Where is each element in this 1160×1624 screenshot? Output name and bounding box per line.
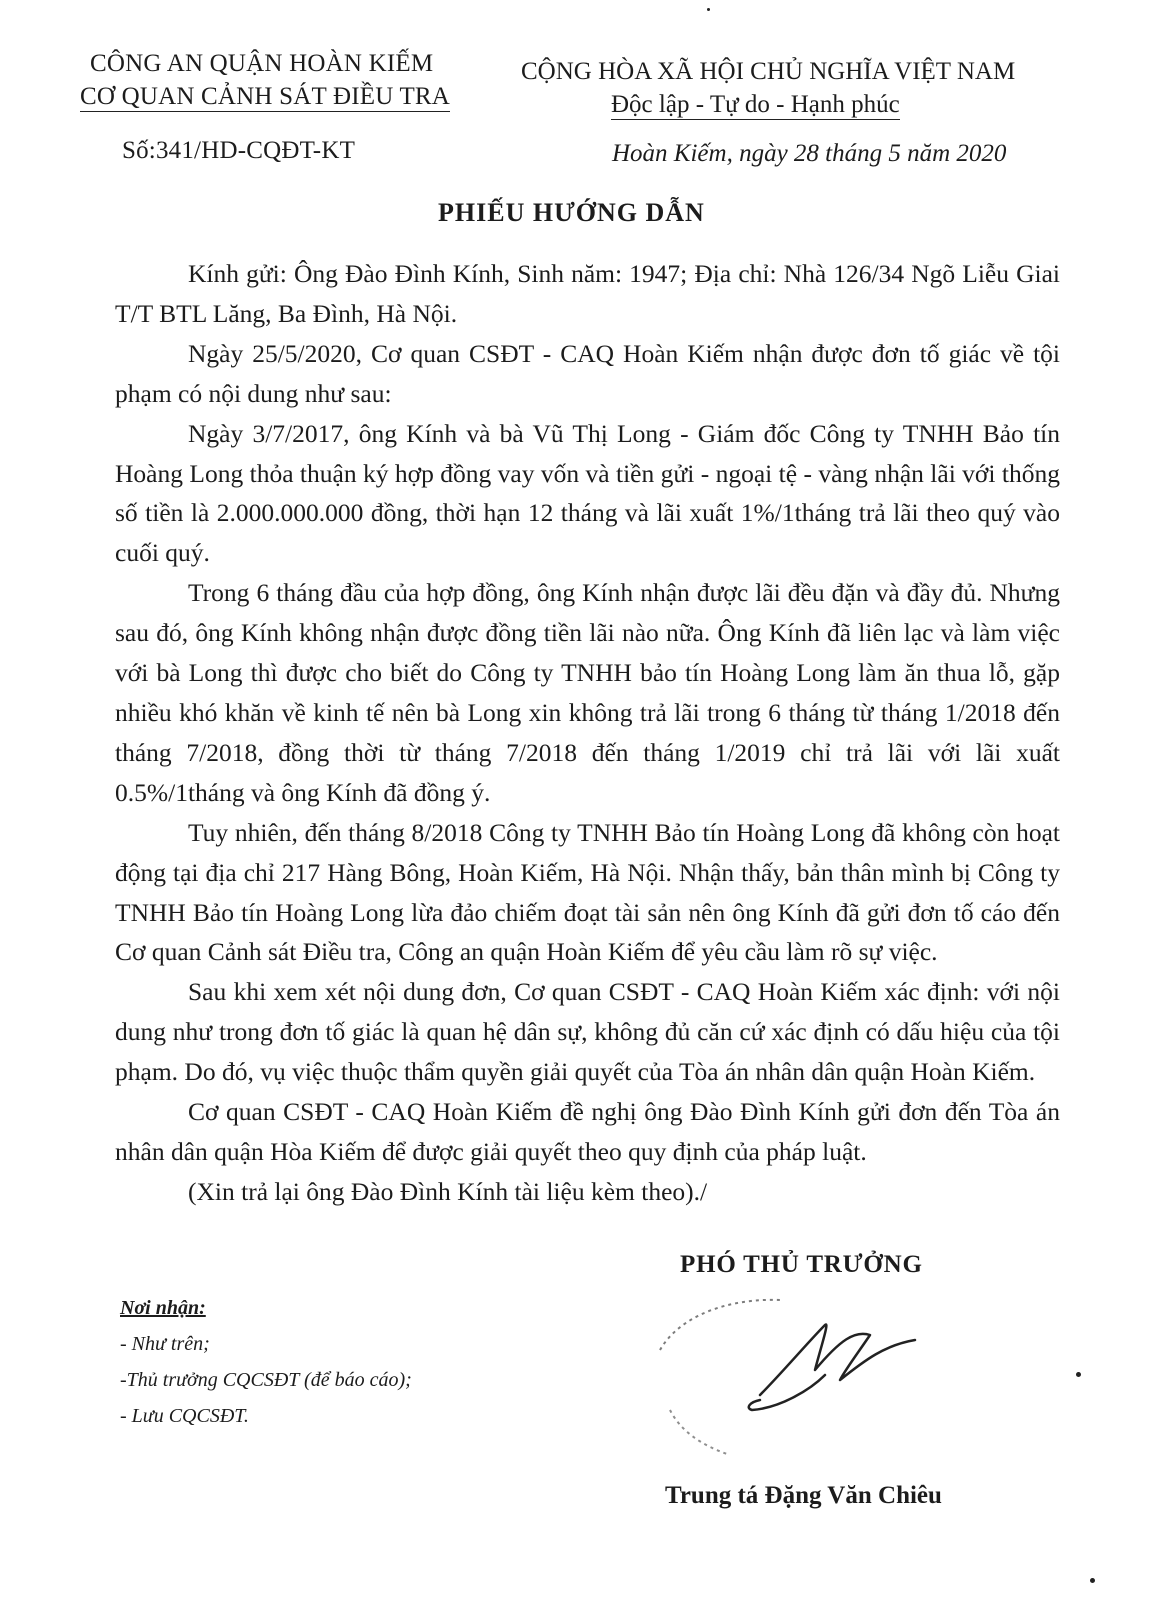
scan-speck (1090, 1578, 1095, 1583)
paragraph-received: Ngày 25/5/2020, Cơ quan CSĐT - CAQ Hoàn Kiếm nhận được đơn tố giác về tội phạm có nội dung như sau: (115, 338, 1060, 408)
scan-speck (1076, 1372, 1081, 1377)
document-number: Số:341/HD-CQĐT-KT (122, 137, 356, 164)
agency-subname (80, 83, 450, 111)
document-body (115, 254, 1060, 1212)
signer-name: Trung tá Đặng Văn Chiêu (665, 1482, 942, 1509)
national-motto-text: Độc lập - Tự do - Hạnh phúc (611, 91, 900, 118)
stamp-outline (660, 1300, 780, 1350)
addressee-paragraph: Kính gửi: Ông Đào Đình Kính, Sinh năm: 1947; Địa chỉ: Nhà 126/34 Ngõ Liễu Giai T/T BTL Lăng, Ba Đình, Hà Nội. (115, 259, 1060, 328)
recipient-item: -Thủ trưởng CQCSĐT (để báo cáo); (120, 1369, 412, 1391)
national-title: CỘNG HÒA XÃ HỘI CHỦ NGHĨA VIỆT NAM (521, 58, 1016, 85)
paragraph-company: Tuy nhiên, đến tháng 8/2018 Công ty TNHH Bảo tín Hoàng Long đã không còn hoạt động tại địa chỉ 217 Hàng Bông, Hoàn Kiếm, Hà Nội. Nhận thấy, bản thân mình bị Công ty TNHH Bảo tín Hoàng Long lừa đảo chiếm đoạt tài sản nên ông Kính đã gửi đơn tố cáo đến Cơ quan Cảnh sát Điều tra, Công an quận Hoàn Kiếm để yêu cầu làm rõ sự việc. (115, 817, 1060, 967)
stamp-outline (670, 1410, 730, 1455)
signature-stroke (760, 1324, 915, 1395)
recipients-block (120, 1290, 412, 1434)
scan-speck (707, 8, 710, 11)
recipient-item: - Lưu CQCSĐT. (120, 1405, 249, 1427)
paragraph-proposal: Cơ quan CSĐT - CAQ Hoàn Kiếm đề nghị ông Đào Đình Kính gửi đơn đến Tòa án nhân dân quận Hòa Kiếm để được giải quyết theo quy định của pháp luật. (115, 1097, 1060, 1166)
signature-stroke (749, 1375, 825, 1410)
paragraph-interest: Trong 6 tháng đầu của hợp đồng, ông Kính nhận được lãi đều đặn và đầy đủ. Nhưng sau đó, ông Kính không nhận được đồng tiền lãi nào nữa. Ông Kính đã liên lạc và làm việc với bà Long thì được cho biết do Công ty TNHH bảo tín Hoàng Long làm ăn thua lỗ, gặp nhiều khó khăn về kinh tế nên bà Long xin không trả lãi trong 6 tháng từ tháng 1/2018 đến tháng 7/2018, đồng thời từ tháng 7/2018 đến tháng 1/2019 chỉ trả lãi với lãi xuất 0.5%/1tháng và ông Kính đã đồng ý. (115, 578, 1060, 807)
recipients-heading: Nơi nhận: (120, 1297, 206, 1319)
signature-title: PHÓ THỦ TRƯỞNG (680, 1251, 923, 1278)
national-motto (611, 91, 900, 119)
stamp-signature (640, 1290, 940, 1470)
paragraph-return-docs: (Xin trả lại ông Đào Đình Kính tài liệu kèm theo)./ (188, 1176, 708, 1206)
agency-name: CÔNG AN QUẬN HOÀN KIẾM (90, 50, 434, 77)
agency-subname-text: CƠ QUAN CẢNH SÁT ĐIỀU TRA (80, 83, 451, 110)
place-date: Hoàn Kiếm, ngày 28 tháng 5 năm 2020 (612, 140, 1007, 167)
recipient-item: - Như trên; (120, 1333, 210, 1355)
paragraph-conclusion: Sau khi xem xét nội dung đơn, Cơ quan CSĐT - CAQ Hoàn Kiếm xác định: với nội dung như trong đơn tố giác là quan hệ dân sự, không đủ căn cứ xác định có dấu hiệu của tội phạm. Do đó, vụ việc thuộc thẩm quyền giải quyết của Tòa án nhân dân quận Hoàn Kiếm. (115, 977, 1060, 1087)
document-title: PHIẾU HƯỚNG DẪN (438, 198, 705, 227)
paragraph-contract: Ngày 3/7/2017, ông Kính và bà Vũ Thị Long - Giám đốc Công ty TNHH Bảo tín Hoàng Long thỏa thuận ký hợp đồng vay vốn và tiền gửi - ngoại tệ - vàng nhận lãi với thống số tiền là 2.000.000.000 đồng, thời hạn 12 tháng và lãi xuất 1%/1tháng trả lãi theo quý vào cuối quý. (115, 418, 1060, 568)
